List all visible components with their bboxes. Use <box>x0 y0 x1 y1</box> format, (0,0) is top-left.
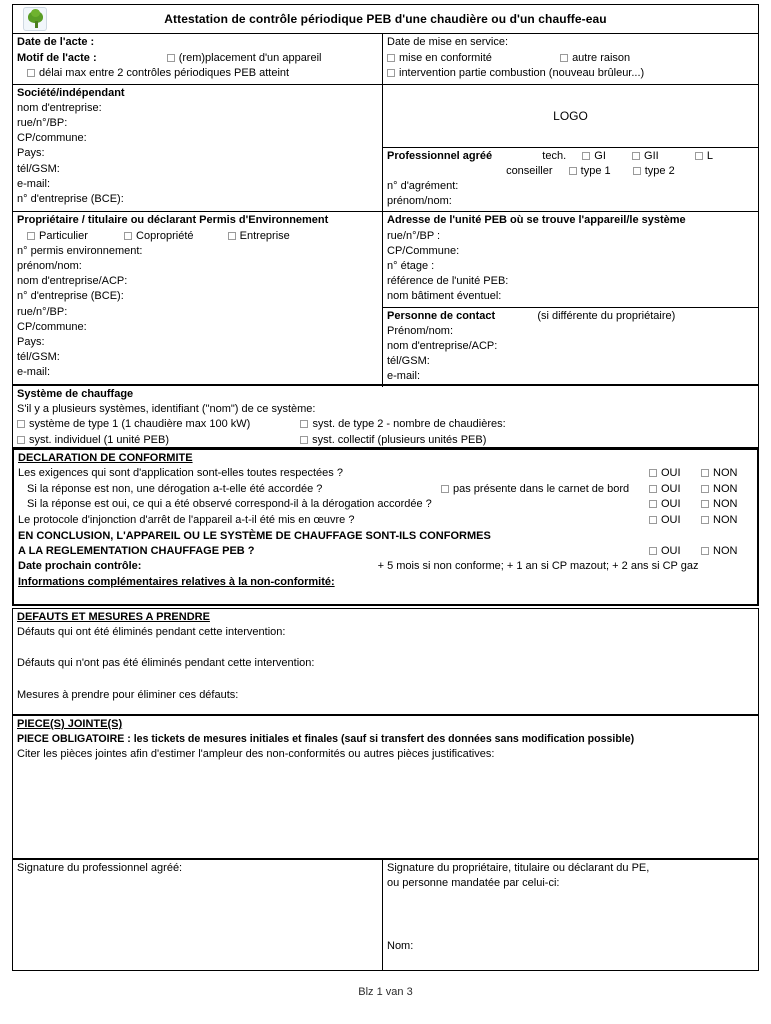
company-field: n° d'entreprise (BCE): <box>17 192 124 205</box>
owner-block <box>13 212 383 386</box>
checkbox-tech-gi[interactable] <box>582 152 590 160</box>
declaration-question-extra <box>441 482 649 498</box>
system-individual-label: syst. individuel (1 unité PEB) <box>29 433 170 446</box>
act-date-label: Date de l'acte : <box>17 36 95 48</box>
contact-heading: Personne de contact <box>387 309 496 322</box>
checkbox-q2-non[interactable] <box>701 485 709 493</box>
conclusion-line-1: EN CONCLUSION, L'APPAREIL OU LE SYSTÈME DE CHAUFFAGE SONT-ILS CONFORMES <box>18 529 491 542</box>
declaration-question-row <box>18 482 753 498</box>
owner-field: rue/n°/BP: <box>17 305 68 318</box>
checkbox-system-individual[interactable] <box>17 436 25 444</box>
act-motive-label: Motif de l'acte : <box>17 51 97 64</box>
defects-frame <box>12 608 759 715</box>
next-check-row <box>18 559 753 574</box>
declaration-question-text: Si la réponse est oui, ce qui a été observé correspond-il à la dérogation accordée ? <box>27 498 432 511</box>
company-block <box>13 85 383 212</box>
act-left <box>13 34 383 84</box>
checkbox-q1-non[interactable] <box>701 469 709 477</box>
system-type2-label: syst. de type 2 - nombre de chaudières: <box>312 418 506 431</box>
declaration-yes-cell <box>649 497 701 513</box>
defects-block <box>13 609 758 705</box>
system-type1-label: système de type 1 (1 chaudière max 100 kW) <box>29 418 251 431</box>
declaration-question-row <box>18 466 753 482</box>
defects-not-eliminated-label: Défauts qui n'ont pas été éliminés pendant cette intervention: <box>17 657 315 670</box>
signature-owner-input[interactable] <box>387 891 754 939</box>
peb-address-field: référence de l'unité PEB: <box>387 275 509 288</box>
owner-type-entreprise: Entreprise <box>239 229 290 242</box>
conclusion-row <box>18 544 753 560</box>
professional-field: prénom/nom: <box>387 195 452 208</box>
signature-professional-label: Signature du professionnel agréé: <box>17 862 183 874</box>
checkbox-tech-l[interactable] <box>695 152 703 160</box>
conclusion-no-cell <box>701 544 753 560</box>
company-field: tél/GSM: <box>17 162 60 175</box>
defects-eliminated-label: Défauts qui ont été éliminés pendant cette intervention: <box>17 626 286 639</box>
declaration-yes-cell <box>649 466 701 482</box>
heating-system-frame <box>12 385 759 448</box>
declaration-block <box>14 450 757 607</box>
company-heading: Société/indépendant <box>17 86 125 99</box>
logo-placeholder <box>383 85 758 148</box>
peb-address-field: n° étage : <box>387 259 435 272</box>
adviser-label: conseiller <box>506 164 553 177</box>
signature-owner-label-2: ou personne mandatée par celui-ci: <box>387 877 560 890</box>
attachments-heading: PIECE(S) JOINTE(S) <box>17 718 123 730</box>
checkbox-replacement[interactable] <box>167 54 175 62</box>
tech-option-gii: GII <box>644 149 659 162</box>
professional-adviser-row <box>387 164 754 179</box>
defects-heading: DEFAUTS ET MESURES A PRENDRE <box>17 611 210 623</box>
act-motive-row <box>17 51 378 67</box>
peb-contact-block <box>383 212 758 386</box>
adviser-option-type2: type 2 <box>644 164 675 177</box>
company-field: rue/n°/BP: <box>17 116 68 129</box>
checkbox-system-collective[interactable] <box>300 436 308 444</box>
professional-tech-row <box>387 149 754 164</box>
contact-field: Prénom/nom: <box>387 324 454 337</box>
company-professional-section <box>13 85 758 213</box>
no-label: NON <box>713 467 738 480</box>
owner-field: CP/commune: <box>17 320 87 333</box>
tech-label: tech. <box>542 149 567 162</box>
heating-type-row <box>17 417 754 432</box>
signatures-frame <box>12 859 759 971</box>
tree-icon <box>23 7 47 31</box>
declaration-question-text: Le protocole d'injonction d'arrêt de l'appareil a-t-il été mis en œuvre ? <box>18 513 355 526</box>
owner-field: n° permis environnement: <box>17 244 143 257</box>
attachments-mandatory-note: PIECE OBLIGATOIRE : les tickets de mesures initiales et finales (sauf si transfert des données sans modification possible) <box>17 733 635 746</box>
declaration-heading: DECLARATION DE CONFORMITE <box>18 452 193 464</box>
checkbox-system-type1[interactable] <box>17 420 25 428</box>
yes-label: OUI <box>661 498 681 511</box>
act-right <box>383 34 758 84</box>
attachments-frame <box>12 715 759 859</box>
checkbox-owner-copropriete[interactable] <box>124 232 132 240</box>
checkbox-conclusion-non[interactable] <box>701 547 709 555</box>
checkbox-q4-non[interactable] <box>701 516 709 524</box>
max-delay-label: délai max entre 2 contrôles périodiques PEB atteint <box>39 67 290 79</box>
checkbox-not-in-logbook[interactable] <box>441 485 449 493</box>
contact-block <box>383 308 758 387</box>
yes-label: OUI <box>661 544 681 557</box>
checkbox-system-type2[interactable] <box>300 420 308 428</box>
owner-peb-section <box>13 212 758 386</box>
contact-note: (si différente du propriétaire) <box>537 309 676 322</box>
owner-heading: Propriétaire / titulaire ou déclarant Permis d'Environnement <box>17 214 329 227</box>
no-label: NON <box>713 482 738 495</box>
defects-eliminated-input[interactable] <box>17 640 754 656</box>
declaration-no-cell <box>701 513 753 529</box>
page-title: Attestation de contrôle périodique PEB d'une chaudière ou d'un chauffe-eau <box>164 12 607 26</box>
attachments-cite-label: Citer les pièces jointes afin d'estimer l'ampleur des non-conformités ou autres pièces justificatives: <box>17 748 495 761</box>
combustion-label: intervention partie combustion (nouveau brûleur...) <box>399 67 645 79</box>
heating-system-block <box>13 386 758 450</box>
no-label: NON <box>713 544 738 557</box>
signatures-row <box>13 860 758 970</box>
next-check-note: + 5 mois si non conforme; + 1 an si CP mazout; + 2 ans si CP gaz <box>377 560 699 573</box>
logo-label: LOGO <box>553 108 588 123</box>
commissioning-date-label: Date de mise en service: <box>387 36 509 48</box>
professional-field: n° d'agrément: <box>387 179 459 192</box>
owner-field: Pays: <box>17 335 45 348</box>
checkbox-q2-oui[interactable] <box>649 485 657 493</box>
owner-types-row <box>17 229 378 244</box>
checkbox-owner-entreprise[interactable] <box>228 232 236 240</box>
compliance-label: mise en conformité <box>399 51 492 64</box>
company-field: e-mail: <box>17 177 51 190</box>
form-upper-frame <box>12 4 759 385</box>
checkbox-q1-oui[interactable] <box>649 469 657 477</box>
checkbox-combustion-intervention[interactable] <box>387 69 395 77</box>
no-label: NON <box>713 513 738 526</box>
checkbox-adviser-type2[interactable] <box>633 167 641 175</box>
contact-field: e-mail: <box>387 370 421 383</box>
checkbox-q3-non[interactable] <box>701 500 709 508</box>
conclusion-line-2: A LA REGLEMENTATION CHAUFFAGE PEB ? <box>18 544 255 557</box>
declaration-question-row <box>18 513 753 529</box>
declaration-yes-cell <box>649 482 701 498</box>
company-field: CP/commune: <box>17 132 87 145</box>
act-delay-row <box>17 66 378 82</box>
checkbox-q4-oui[interactable] <box>649 516 657 524</box>
declaration-question-text: Si la réponse est non, une dérogation a-t-elle été accordée ? <box>27 482 323 495</box>
peb-address-block <box>383 212 758 307</box>
checkbox-max-delay[interactable] <box>27 69 35 77</box>
yes-label: OUI <box>661 467 681 480</box>
owner-field: e-mail: <box>17 366 51 379</box>
peb-address-heading: Adresse de l'unité PEB où se trouve l'appareil/le système <box>387 214 686 227</box>
replacement-label: (rem)placement d'un appareil <box>178 51 322 64</box>
checkbox-other-reason[interactable] <box>560 54 568 62</box>
not-in-logbook-label: pas présente dans le carnet de bord <box>453 482 630 495</box>
document-header <box>13 5 758 34</box>
system-collective-label: syst. collectif (plusieurs unités PEB) <box>312 433 487 446</box>
attachments-input-area[interactable] <box>17 763 754 845</box>
contact-heading-row <box>387 309 754 324</box>
signature-owner-label-1: Signature du propriétaire, titulaire ou déclarant du PE, <box>387 862 650 874</box>
peb-address-field: rue/n°/BP : <box>387 229 441 242</box>
other-reason-label: autre raison <box>572 51 631 64</box>
extra-info-input-area[interactable] <box>18 590 753 606</box>
signature-professional-block[interactable] <box>13 860 383 970</box>
heating-identifier-label: S'il y a plusieurs systèmes, identifiant ("nom") de ce système: <box>17 403 316 416</box>
heating-heading: Système de chauffage <box>17 388 134 400</box>
yes-label: OUI <box>661 513 681 526</box>
declaration-yes-cell <box>649 513 701 529</box>
owner-type-copropriete: Copropriété <box>136 229 194 242</box>
adviser-option-type1: type 1 <box>580 164 611 177</box>
yes-label: OUI <box>661 482 681 495</box>
attachments-block <box>13 716 758 847</box>
owner-type-particulier: Particulier <box>39 229 88 242</box>
signature-name-label: Nom: <box>387 940 414 953</box>
page-footer: Blz 1 van 3 <box>358 986 413 998</box>
owner-field: n° d'entreprise (BCE): <box>17 290 124 303</box>
professional-block <box>383 148 758 212</box>
next-check-label: Date prochain contrôle: <box>18 560 142 573</box>
tech-option-gi: GI <box>594 149 606 162</box>
defects-not-eliminated-input[interactable] <box>17 672 754 688</box>
company-field: nom d'entreprise: <box>17 101 102 114</box>
peb-address-field: nom bâtiment éventuel: <box>387 290 502 303</box>
checkbox-compliance[interactable] <box>387 54 395 62</box>
checkbox-owner-particulier[interactable] <box>27 232 35 240</box>
declaration-frame <box>12 448 759 606</box>
act-section <box>13 34 758 85</box>
logo-professional-block <box>383 85 758 212</box>
conclusion-yes-cell <box>649 544 701 560</box>
tech-option-l: L <box>706 149 713 162</box>
declaration-no-cell <box>701 466 753 482</box>
owner-field: tél/GSM: <box>17 351 60 364</box>
combustion-row <box>387 66 754 82</box>
company-field: Pays: <box>17 147 45 160</box>
checkbox-conclusion-oui[interactable] <box>649 547 657 555</box>
owner-field: prénom/nom: <box>17 259 82 272</box>
declaration-question-row <box>18 497 753 513</box>
contact-field: tél/GSM: <box>387 355 430 368</box>
declaration-no-cell <box>701 497 753 513</box>
contact-field: nom d'entreprise/ACP: <box>387 339 498 352</box>
signature-owner-block[interactable] <box>383 860 758 970</box>
no-label: NON <box>713 498 738 511</box>
checkbox-tech-gii[interactable] <box>632 152 640 160</box>
peb-address-field: CP/Commune: <box>387 244 460 257</box>
checkbox-adviser-type1[interactable] <box>569 167 577 175</box>
defects-measures-label: Mesures à prendre pour éliminer ces défauts: <box>17 688 239 701</box>
checkbox-q3-oui[interactable] <box>649 500 657 508</box>
owner-field: nom d'entreprise/ACP: <box>17 275 128 288</box>
commissioning-options-row <box>387 51 754 67</box>
declaration-no-cell <box>701 482 753 498</box>
extra-info-label: Informations complémentaires relatives à la non-conformité: <box>18 575 335 588</box>
professional-heading: Professionnel agréé <box>387 149 493 162</box>
heating-scope-row <box>17 433 754 448</box>
declaration-question-text: Les exigences qui sont d'application sont-elles toutes respectées ? <box>18 467 343 480</box>
